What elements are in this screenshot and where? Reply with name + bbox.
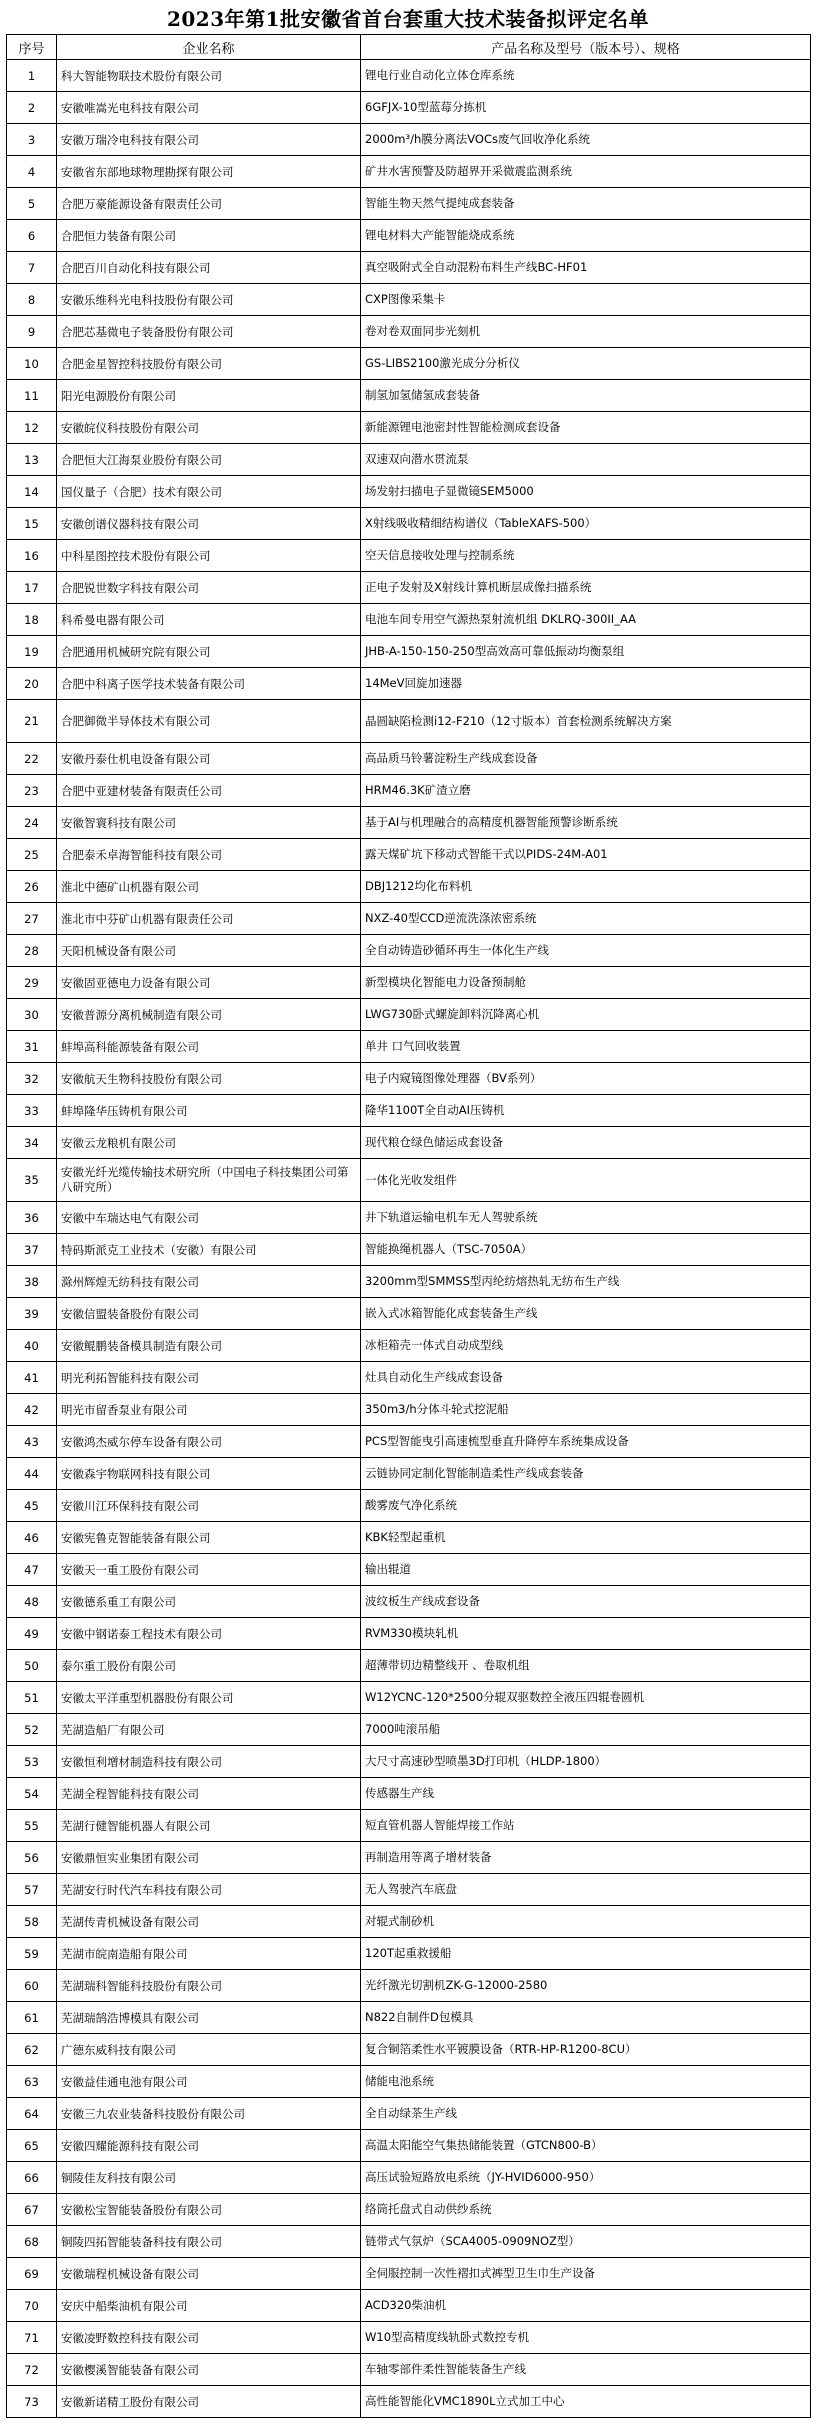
- table-row: [7, 92, 811, 124]
- row-product-cell: 储能电池系统: [361, 2066, 811, 2098]
- row-company-cell: 合肥中科离子医学技术装备有限公司: [57, 668, 361, 700]
- row-seq-cell: 57: [7, 1874, 57, 1906]
- row-product-cell: 高品质马铃薯淀粉生产线成套设备: [361, 743, 811, 775]
- row-product-cell: 短直管机器人智能焊接工作站: [361, 1810, 811, 1842]
- table-row: [7, 2034, 811, 2066]
- row-product-cell: 晶圆缺陷检测i12-F210（12寸版本）首套检测系统解决方案: [361, 700, 811, 743]
- table-row: [7, 1394, 811, 1426]
- table-row: [7, 807, 811, 839]
- row-seq-cell: 26: [7, 871, 57, 903]
- row-seq-cell: 21: [7, 700, 57, 743]
- row-company-cell: 芜湖传青机械设备有限公司: [57, 1906, 361, 1938]
- table-row: [7, 220, 811, 252]
- row-company-cell: 铜陵佳友科技有限公司: [57, 2162, 361, 2194]
- row-company-cell: 国仪量子（合肥）技术有限公司: [57, 476, 361, 508]
- row-company-cell: 合肥恒力装备有限公司: [57, 220, 361, 252]
- row-product-cell: GS-LIBS2100激光成分分析仪: [361, 348, 811, 380]
- row-product-cell: 再制造用等离子增材装备: [361, 1842, 811, 1874]
- row-seq-cell: 16: [7, 540, 57, 572]
- row-seq-cell: 31: [7, 1031, 57, 1063]
- row-company-cell: 铜陵四拓智能装备科技有限公司: [57, 2226, 361, 2258]
- row-seq-cell: 15: [7, 508, 57, 540]
- table-row: [7, 252, 811, 284]
- row-company-cell: 安徽光纤光缆传输技术研究所（中国电子科技集团公司第八研究所）: [57, 1159, 361, 1202]
- row-product-cell: 350m3/h分体斗轮式挖泥船: [361, 1394, 811, 1426]
- table-row: [7, 2258, 811, 2290]
- row-seq-cell: 55: [7, 1810, 57, 1842]
- table-row: [7, 1682, 811, 1714]
- row-seq-cell: 58: [7, 1906, 57, 1938]
- row-product-cell: 波纹板生产线成套设备: [361, 1586, 811, 1618]
- row-company-cell: 合肥泰禾卓海智能科技有限公司: [57, 839, 361, 871]
- row-product-cell: 电子内窥镜图像处理器（BV系列）: [361, 1063, 811, 1095]
- table-row: [7, 1458, 811, 1490]
- table-row: [7, 124, 811, 156]
- row-product-cell: 卷对卷双面同步光刻机: [361, 316, 811, 348]
- row-product-cell: ACD320柴油机: [361, 2290, 811, 2322]
- table-row: [7, 999, 811, 1031]
- row-company-cell: 淮北中德矿山机器有限公司: [57, 871, 361, 903]
- row-company-cell: 安徽瑞程机械设备有限公司: [57, 2258, 361, 2290]
- table-row: [7, 1906, 811, 1938]
- row-company-cell: 阳光电源股份有限公司: [57, 380, 361, 412]
- row-product-cell: 复合铜箔柔性水平镀膜设备（RTR-HP-R1200-8CU）: [361, 2034, 811, 2066]
- row-seq-cell: 66: [7, 2162, 57, 2194]
- row-company-cell: 安徽创谱仪器科技有限公司: [57, 508, 361, 540]
- table-row: [7, 1234, 811, 1266]
- row-seq-cell: 63: [7, 2066, 57, 2098]
- row-product-cell: 14MeV回旋加速器: [361, 668, 811, 700]
- row-seq-cell: 13: [7, 444, 57, 476]
- table-row: [7, 839, 811, 871]
- row-company-cell: 芜湖瑞科智能科技股份有限公司: [57, 1970, 361, 2002]
- row-product-cell: 3200mm型SMMSS型丙纶纺熔热轧无纺布生产线: [361, 1266, 811, 1298]
- table-header-row: [7, 35, 811, 60]
- table-row: [7, 2322, 811, 2354]
- row-company-cell: 科大智能物联技术股份有限公司: [57, 60, 361, 92]
- row-company-cell: 科希曼电器有限公司: [57, 604, 361, 636]
- row-seq-cell: 30: [7, 999, 57, 1031]
- row-company-cell: 安徽宪鲁克智能装备有限公司: [57, 1522, 361, 1554]
- table-row: [7, 412, 811, 444]
- table-row: [7, 1650, 811, 1682]
- table-row: [7, 1031, 811, 1063]
- row-seq-cell: 59: [7, 1938, 57, 1970]
- table-row: [7, 188, 811, 220]
- row-product-cell: 高性能智能化VMC1890L立式加工中心: [361, 2386, 811, 2418]
- row-product-cell: 络筒托盘式自动供纱系统: [361, 2194, 811, 2226]
- row-product-cell: 智能生物天然气提纯成套装备: [361, 188, 811, 220]
- row-company-cell: 安徽固亚德电力设备有限公司: [57, 967, 361, 999]
- table-row: [7, 775, 811, 807]
- table-row: [7, 156, 811, 188]
- row-seq-cell: 54: [7, 1778, 57, 1810]
- table-row: [7, 540, 811, 572]
- row-seq-cell: 43: [7, 1426, 57, 1458]
- table-row: [7, 444, 811, 476]
- row-company-cell: 芜湖全程智能科技有限公司: [57, 1778, 361, 1810]
- row-company-cell: 芜湖行健智能机器人有限公司: [57, 1810, 361, 1842]
- row-product-cell: 基于AI与机理融合的高精度机器智能预警诊断系统: [361, 807, 811, 839]
- row-company-cell: 中科星图控技术股份有限公司: [57, 540, 361, 572]
- row-company-cell: 合肥金星智控科技股份有限公司: [57, 348, 361, 380]
- row-seq-cell: 61: [7, 2002, 57, 2034]
- row-product-cell: 锂电行业自动化立体仓库系统: [361, 60, 811, 92]
- row-product-cell: 空天信息接收处理与控制系统: [361, 540, 811, 572]
- row-company-cell: 安徽鼎恒实业集团有限公司: [57, 1842, 361, 1874]
- table-row: [7, 2162, 811, 2194]
- row-company-cell: 明光利拓智能科技有限公司: [57, 1362, 361, 1394]
- row-seq-cell: 45: [7, 1490, 57, 1522]
- row-company-cell: 合肥中亚建材装备有限责任公司: [57, 775, 361, 807]
- row-product-cell: W12YCNC-120*2500分辊双驱数控全液压四辊卷圆机: [361, 1682, 811, 1714]
- row-company-cell: 芜湖造船厂有限公司: [57, 1714, 361, 1746]
- table-row: [7, 1095, 811, 1127]
- row-product-cell: CXP图像采集卡: [361, 284, 811, 316]
- row-seq-cell: 41: [7, 1362, 57, 1394]
- table-row: [7, 1714, 811, 1746]
- row-seq-cell: 40: [7, 1330, 57, 1362]
- row-seq-cell: 3: [7, 124, 57, 156]
- row-seq-cell: 18: [7, 604, 57, 636]
- table-row: [7, 380, 811, 412]
- row-product-cell: 全自动绿茶生产线: [361, 2098, 811, 2130]
- row-product-cell: JHB-A-150-150-250型高效高可靠低振动均衡泵组: [361, 636, 811, 668]
- row-seq-cell: 42: [7, 1394, 57, 1426]
- row-product-cell: 光纤激光切割机ZK-G-12000-2580: [361, 1970, 811, 2002]
- row-product-cell: 大尺寸高速砂型喷墨3D打印机（HLDP-1800）: [361, 1746, 811, 1778]
- row-seq-cell: 39: [7, 1298, 57, 1330]
- row-product-cell: 2000m³/h膜分离法VOCs废气回收净化系统: [361, 124, 811, 156]
- row-seq-cell: 34: [7, 1127, 57, 1159]
- row-product-cell: 电池车间专用空气源热泵射流机组 DKLRQ-300II_AA: [361, 604, 811, 636]
- row-seq-cell: 28: [7, 935, 57, 967]
- row-product-cell: RVM330模块轧机: [361, 1618, 811, 1650]
- table-row: [7, 476, 811, 508]
- row-product-cell: 输出辊道: [361, 1554, 811, 1586]
- row-company-cell: 安徽川江环保科技有限公司: [57, 1490, 361, 1522]
- row-seq-cell: 50: [7, 1650, 57, 1682]
- row-product-cell: 现代粮仓绿色储运成套设备: [361, 1127, 811, 1159]
- table-row: [7, 2290, 811, 2322]
- table-row: [7, 284, 811, 316]
- row-product-cell: LWG730卧式螺旋卸料沉降离心机: [361, 999, 811, 1031]
- row-company-cell: 合肥芯基微电子装备股份有限公司: [57, 316, 361, 348]
- row-product-cell: 制氢加氢储氢成套装备: [361, 380, 811, 412]
- row-seq-cell: 24: [7, 807, 57, 839]
- row-company-cell: 安徽樱溪智能装备有限公司: [57, 2354, 361, 2386]
- table-row: [7, 1298, 811, 1330]
- row-seq-cell: 17: [7, 572, 57, 604]
- row-seq-cell: 25: [7, 839, 57, 871]
- table-body: [7, 60, 811, 2418]
- row-product-cell: DBJ1212均化布料机: [361, 871, 811, 903]
- row-seq-cell: 49: [7, 1618, 57, 1650]
- table-row: [7, 1362, 811, 1394]
- row-product-cell: 场发射扫描电子显微镜SEM5000: [361, 476, 811, 508]
- table-row: [7, 2098, 811, 2130]
- row-seq-cell: 47: [7, 1554, 57, 1586]
- row-company-cell: 安徽鲲鹏装备模具制造有限公司: [57, 1330, 361, 1362]
- row-seq-cell: 53: [7, 1746, 57, 1778]
- row-product-cell: 灶具自动化生产线成套设备: [361, 1362, 811, 1394]
- row-company-cell: 泰尔重工股份有限公司: [57, 1650, 361, 1682]
- row-product-cell: 酸雾废气净化系统: [361, 1490, 811, 1522]
- row-company-cell: 芜湖瑞鹄浩博模具有限公司: [57, 2002, 361, 2034]
- row-company-cell: 合肥百川自动化科技有限公司: [57, 252, 361, 284]
- row-company-cell: 安徽航天生物科技股份有限公司: [57, 1063, 361, 1095]
- row-seq-cell: 32: [7, 1063, 57, 1095]
- row-seq-cell: 64: [7, 2098, 57, 2130]
- header-product: 产品名称及型号（版本号）、规格: [361, 35, 811, 60]
- table-row: [7, 1938, 811, 1970]
- row-product-cell: 真空吸附式全自动混粉布料生产线BC-HF01: [361, 252, 811, 284]
- row-company-cell: 合肥万豪能源设备有限责任公司: [57, 188, 361, 220]
- row-company-cell: 安徽云龙粮机有限公司: [57, 1127, 361, 1159]
- row-product-cell: N822自制件D包模具: [361, 2002, 811, 2034]
- row-seq-cell: 9: [7, 316, 57, 348]
- row-company-cell: 安徽鸿杰威尔停车设备有限公司: [57, 1426, 361, 1458]
- row-product-cell: 一体化光收发组件: [361, 1159, 811, 1202]
- row-product-cell: 隆华1100T全自动AI压铸机: [361, 1095, 811, 1127]
- table-row: [7, 1554, 811, 1586]
- table-row: [7, 1522, 811, 1554]
- table-row: [7, 1490, 811, 1522]
- row-seq-cell: 4: [7, 156, 57, 188]
- row-product-cell: 云链协同定制化智能制造柔性产线成套装备: [361, 1458, 811, 1490]
- table-row: [7, 636, 811, 668]
- row-seq-cell: 56: [7, 1842, 57, 1874]
- table-row: [7, 2194, 811, 2226]
- row-seq-cell: 46: [7, 1522, 57, 1554]
- row-seq-cell: 11: [7, 380, 57, 412]
- row-seq-cell: 29: [7, 967, 57, 999]
- row-company-cell: 合肥恒大江海泵业股份有限公司: [57, 444, 361, 476]
- row-seq-cell: 37: [7, 1234, 57, 1266]
- table-row: [7, 2066, 811, 2098]
- row-company-cell: 安徽中车瑞达电气有限公司: [57, 1202, 361, 1234]
- row-product-cell: 车轴零部件柔性智能装备生产线: [361, 2354, 811, 2386]
- row-company-cell: 广德东威科技有限公司: [57, 2034, 361, 2066]
- row-company-cell: 安徽乐维科光电科技股份有限公司: [57, 284, 361, 316]
- row-seq-cell: 71: [7, 2322, 57, 2354]
- header-seq: 序号: [7, 35, 57, 60]
- row-company-cell: 明光市留香泵业有限公司: [57, 1394, 361, 1426]
- row-seq-cell: 2: [7, 92, 57, 124]
- table-row: [7, 572, 811, 604]
- row-company-cell: 淮北市中芬矿山机器有限责任公司: [57, 903, 361, 935]
- row-product-cell: 井下轨道运输电机车无人驾驶系统: [361, 1202, 811, 1234]
- row-product-cell: 无人驾驶汽车底盘: [361, 1874, 811, 1906]
- table-row: [7, 1159, 811, 1202]
- row-product-cell: PCS型智能曳引高速梳型垂直升降停车系统集成设备: [361, 1426, 811, 1458]
- table-row: [7, 1746, 811, 1778]
- row-company-cell: 合肥通用机械研究院有限公司: [57, 636, 361, 668]
- table-row: [7, 1842, 811, 1874]
- row-seq-cell: 68: [7, 2226, 57, 2258]
- row-seq-cell: 20: [7, 668, 57, 700]
- row-company-cell: 滁州辉煌无纺科技有限公司: [57, 1266, 361, 1298]
- table-row: [7, 1970, 811, 2002]
- row-product-cell: NXZ-40型CCD逆流洗涤浓密系统: [361, 903, 811, 935]
- row-seq-cell: 22: [7, 743, 57, 775]
- row-product-cell: 全伺服控制一次性褶扣式裤型卫生巾生产设备: [361, 2258, 811, 2290]
- row-seq-cell: 38: [7, 1266, 57, 1298]
- row-product-cell: 智能换绳机器人（TSC-7050A）: [361, 1234, 811, 1266]
- row-product-cell: 120T起重救援船: [361, 1938, 811, 1970]
- row-company-cell: 安徽四耀能源科技有限公司: [57, 2130, 361, 2162]
- row-product-cell: 传感器生产线: [361, 1778, 811, 1810]
- table-row: [7, 1266, 811, 1298]
- row-product-cell: 新能源锂电池密封性智能检测成套设备: [361, 412, 811, 444]
- row-seq-cell: 7: [7, 252, 57, 284]
- row-product-cell: 链带式气氛炉（SCA4005-0909NOZ型）: [361, 2226, 811, 2258]
- row-company-cell: 安徽唯嵩光电科技有限公司: [57, 92, 361, 124]
- row-seq-cell: 44: [7, 1458, 57, 1490]
- table-row: [7, 871, 811, 903]
- row-company-cell: 安徽省东部地球物理勘探有限公司: [57, 156, 361, 188]
- row-product-cell: HRM46.3K矿渣立磨: [361, 775, 811, 807]
- table-row: [7, 316, 811, 348]
- row-seq-cell: 5: [7, 188, 57, 220]
- table-row: [7, 1778, 811, 1810]
- row-company-cell: 合肥锐世数字科技有限公司: [57, 572, 361, 604]
- row-seq-cell: 52: [7, 1714, 57, 1746]
- table-row: [7, 2130, 811, 2162]
- row-company-cell: 合肥御微半导体技术有限公司: [57, 700, 361, 743]
- row-product-cell: 正电子发射及X射线计算机断层成像扫描系统: [361, 572, 811, 604]
- table-row: [7, 2002, 811, 2034]
- row-product-cell: 高压试验短路放电系统（JY-HVID6000-950）: [361, 2162, 811, 2194]
- row-seq-cell: 67: [7, 2194, 57, 2226]
- row-product-cell: 新型模块化智能电力设备预制舱: [361, 967, 811, 999]
- row-product-cell: 全自动铸造砂循环再生一体化生产线: [361, 935, 811, 967]
- row-product-cell: 高温太阳能空气集热储能装置（GTCN800-B）: [361, 2130, 811, 2162]
- row-seq-cell: 23: [7, 775, 57, 807]
- table-row: [7, 700, 811, 743]
- header-company: 企业名称: [57, 35, 361, 60]
- row-product-cell: W10型高精度线轨卧式数控专机: [361, 2322, 811, 2354]
- row-seq-cell: 36: [7, 1202, 57, 1234]
- row-seq-cell: 35: [7, 1159, 57, 1202]
- row-product-cell: X射线吸收精细结构谱仪（TableXAFS-500）: [361, 508, 811, 540]
- row-company-cell: 安徽中钢诺泰工程技术有限公司: [57, 1618, 361, 1650]
- row-company-cell: 安徽智寰科技有限公司: [57, 807, 361, 839]
- row-product-cell: 对辊式制砂机: [361, 1906, 811, 1938]
- row-company-cell: 安徽丹泰仕机电设备有限公司: [57, 743, 361, 775]
- row-product-cell: 单井 口气回收装置: [361, 1031, 811, 1063]
- table-row: [7, 2386, 811, 2418]
- table-row: [7, 1330, 811, 1362]
- candidate-table: [6, 34, 811, 2418]
- row-seq-cell: 33: [7, 1095, 57, 1127]
- row-seq-cell: 19: [7, 636, 57, 668]
- table-row: [7, 1586, 811, 1618]
- row-product-cell: 嵌入式冰箱智能化成套装备生产线: [361, 1298, 811, 1330]
- row-seq-cell: 51: [7, 1682, 57, 1714]
- row-product-cell: 超薄带切边精整线开 、卷取机组: [361, 1650, 811, 1682]
- row-company-cell: 蚌埠隆华压铸机有限公司: [57, 1095, 361, 1127]
- row-company-cell: 安徽恒利增材制造科技有限公司: [57, 1746, 361, 1778]
- table-row: [7, 1874, 811, 1906]
- row-seq-cell: 48: [7, 1586, 57, 1618]
- table-row: [7, 2354, 811, 2386]
- table-row: [7, 935, 811, 967]
- row-seq-cell: 62: [7, 2034, 57, 2066]
- table-row: [7, 1127, 811, 1159]
- row-product-cell: 6GFJX-10型蓝莓分拣机: [361, 92, 811, 124]
- table-row: [7, 1063, 811, 1095]
- row-product-cell: 露天煤矿坑下移动式智能干式以PIDS-24M-A01: [361, 839, 811, 871]
- row-seq-cell: 72: [7, 2354, 57, 2386]
- table-row: [7, 508, 811, 540]
- row-product-cell: 7000吨滚吊船: [361, 1714, 811, 1746]
- row-company-cell: 天阳机械设备有限公司: [57, 935, 361, 967]
- row-company-cell: 安徽天一重工股份有限公司: [57, 1554, 361, 1586]
- row-company-cell: 安徽凌野数控科技有限公司: [57, 2322, 361, 2354]
- row-product-cell: 双速双向潜水贯流泵: [361, 444, 811, 476]
- row-company-cell: 安徽森宇物联网科技有限公司: [57, 1458, 361, 1490]
- table-row: [7, 1202, 811, 1234]
- row-product-cell: KBK轻型起重机: [361, 1522, 811, 1554]
- row-seq-cell: 14: [7, 476, 57, 508]
- row-product-cell: 冰柜箱壳一体式自动成型线: [361, 1330, 811, 1362]
- row-company-cell: 安徽信盟装备股份有限公司: [57, 1298, 361, 1330]
- row-company-cell: 芜湖市皖南造船有限公司: [57, 1938, 361, 1970]
- row-seq-cell: 69: [7, 2258, 57, 2290]
- row-product-cell: 锂电材料大产能智能烧成系统: [361, 220, 811, 252]
- table-row: [7, 967, 811, 999]
- table-row: [7, 348, 811, 380]
- row-company-cell: 安徽普源分离机械制造有限公司: [57, 999, 361, 1031]
- row-seq-cell: 27: [7, 903, 57, 935]
- row-seq-cell: 60: [7, 1970, 57, 2002]
- row-seq-cell: 8: [7, 284, 57, 316]
- row-seq-cell: 12: [7, 412, 57, 444]
- row-seq-cell: 65: [7, 2130, 57, 2162]
- table-row: [7, 604, 811, 636]
- table-row: [7, 60, 811, 92]
- row-product-cell: 矿井水害预警及防超界开采微震监测系统: [361, 156, 811, 188]
- table-row: [7, 743, 811, 775]
- row-company-cell: 芜湖安行时代汽车科技有限公司: [57, 1874, 361, 1906]
- row-company-cell: 特码斯派克工业技术（安徽）有限公司: [57, 1234, 361, 1266]
- row-company-cell: 安徽皖仪科技股份有限公司: [57, 412, 361, 444]
- row-seq-cell: 6: [7, 220, 57, 252]
- row-company-cell: 安徽松宝智能装备股份有限公司: [57, 2194, 361, 2226]
- table-row: [7, 1618, 811, 1650]
- row-seq-cell: 1: [7, 60, 57, 92]
- table-row: [7, 1426, 811, 1458]
- table-row: [7, 903, 811, 935]
- row-company-cell: 安庆中船柴油机有限公司: [57, 2290, 361, 2322]
- table-row: [7, 1810, 811, 1842]
- table-row: [7, 668, 811, 700]
- page-title: 2023年第1批安徽省首台套重大技术装备拟评定名单: [166, 7, 650, 31]
- table-row: [7, 2226, 811, 2258]
- row-seq-cell: 10: [7, 348, 57, 380]
- row-company-cell: 安徽万瑞冷电科技有限公司: [57, 124, 361, 156]
- row-company-cell: 安徽太平洋重型机器股份有限公司: [57, 1682, 361, 1714]
- row-company-cell: 蚌埠高科能源装备有限公司: [57, 1031, 361, 1063]
- row-seq-cell: 70: [7, 2290, 57, 2322]
- row-seq-cell: 73: [7, 2386, 57, 2418]
- row-company-cell: 安徽三九农业装备科技股份有限公司: [57, 2098, 361, 2130]
- row-company-cell: 安徽德系重工有限公司: [57, 1586, 361, 1618]
- row-company-cell: 安徽新诺精工股份有限公司: [57, 2386, 361, 2418]
- row-company-cell: 安徽益佳通电池有限公司: [57, 2066, 361, 2098]
